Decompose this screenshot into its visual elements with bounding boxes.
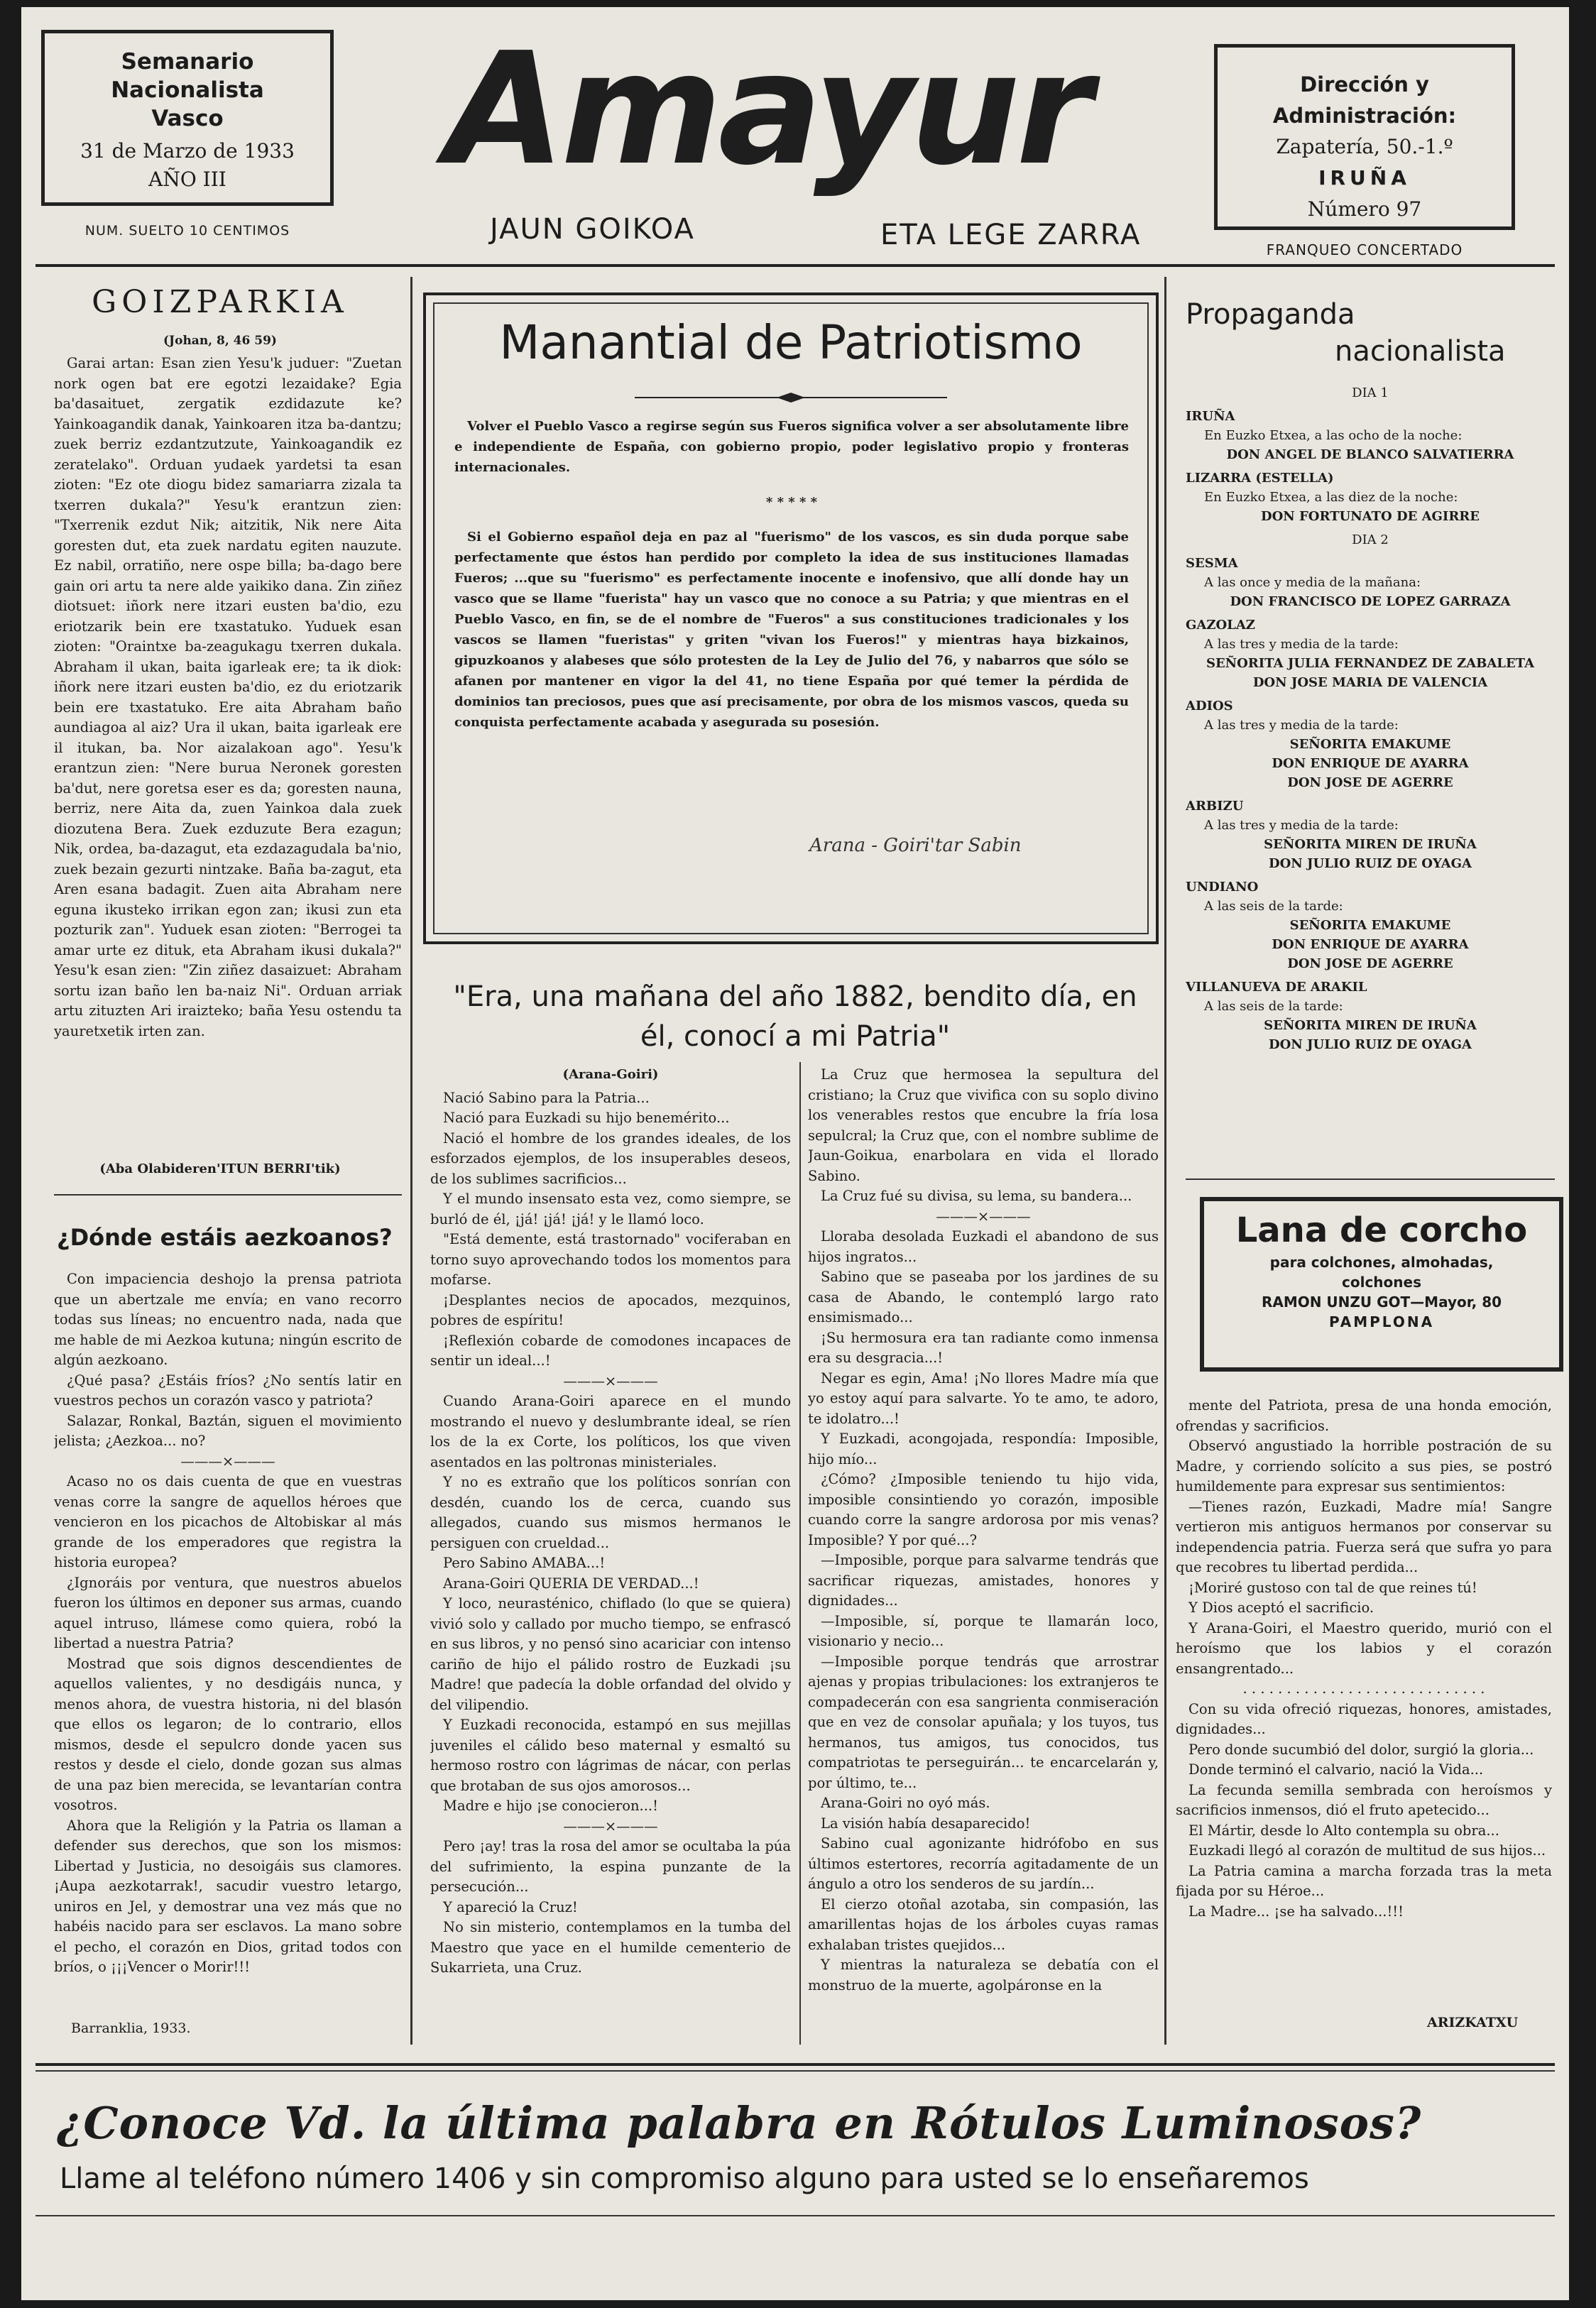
era-paragraph: Euzkadi llegó al corazón de multitud de sus hijos... [1188, 1842, 1546, 1859]
era-separator: ———×——— [563, 1372, 658, 1389]
aezkoanos-p1: Con impaciencia deshojo la prensa patriota que un abertzale me envía; en vano recorro todas sus líneas; no encuentro nada, nada que me hable de mi Aezkoa kutuna; ningún escrito de algún aezkoano. [54, 1271, 402, 1368]
era-byline: (Arana-Goiri) [562, 1067, 659, 1082]
masthead-price: NUM. SUELTO 10 CENTIMOS [84, 223, 290, 239]
manantial-title: Manantial de Patriotismo [499, 315, 1083, 370]
propaganda-time: En Euzko Etxea, a las ocho de la noche: [1204, 428, 1463, 443]
era-paragraph: Y Dios aceptó el sacrificio. [1188, 1599, 1374, 1616]
manantial-stars: * * * * * [765, 495, 818, 510]
era-paragraph: —Imposible porque tendrás que arrostrar ajenas y propias tribulaciones: los extranjeros te compadecerán con esa sangrienta conmiseración que en vez de consolar apuñala; y los tuyos, tus hermanos, tus amigos, tus conocidos, tus compatriotas te perseguirán... te encarcelarán y, por último, te... [808, 1653, 1159, 1791]
propaganda-town: ADIOS [1186, 699, 1233, 713]
era-paragraph: La visión había desaparecido! [821, 1815, 1031, 1832]
era-paragraph: Y Euzkadi reconocida, estampó en sus mejillas juveniles el cálido beso maternal y esmaltó su hermoso rostro con lágrimas de nácar, con perlas que brotaban de sus ojos amorosos... [430, 1717, 791, 1794]
era-paragraph: Arana-Goiri QUERIA DE VERDAD...! [443, 1575, 699, 1592]
era-paragraph: —Imposible, porque para salvarme tendrás que sacrificar riquezas, amistades, honores y dignidades... [808, 1552, 1159, 1609]
goizparkia-signature: (Aba Olabideren'ITUN BERRI'tik) [99, 1161, 341, 1176]
masthead-right-box [1214, 44, 1515, 230]
manantial-p1: Volver el Pueblo Vasco a regirse según sus Fueros significa volver a ser absolutamente libre e independiente de España, con gobierno propio, poder legislativo propio y fronteras internacionales. [454, 419, 1129, 475]
manantial-body [454, 416, 1129, 733]
propaganda-town: IRUÑA [1186, 409, 1235, 424]
era-paragraph: —Imposible, sí, porque te llamarán loco, visionario y necio... [808, 1612, 1159, 1649]
aezkoanos-p5: ¿Ignoráis por ventura, que nuestros abuelos fueron los últimos en deponer sus armas, cuando aquel intruso, llámese como quiera, robó la libertad a nuestra Patria? [54, 1574, 402, 1651]
propaganda-title-2: nacionalista [1335, 335, 1506, 368]
manantial-ornament [635, 390, 947, 405]
era-paragraph: Pero Sabino AMABA...! [443, 1555, 606, 1571]
era-paragraph: Y el mundo insensato esta vez, como siempre, se burló de él, ¡já! ¡já! ¡já! y le llamó loco. [430, 1191, 791, 1227]
masthead-publication-type-2: Vasco [151, 106, 224, 131]
era-paragraph: Y Arana-Goiri, el Maestro querido, murió con el heroísmo que los labios y el corazón ensangrentado... [1176, 1619, 1552, 1677]
propaganda-town: ARBIZU [1186, 799, 1244, 814]
era-paragraph: La Cruz que hermosea la sepultura del cristiano; la Cruz que vivifica con su soplo divino los venerables restos que encubre la fría losa sepulcral; la Cruz que, con el nombre sublime de Jaun-Goikua, enarbolara en vida el llorado Sabino. [808, 1066, 1159, 1184]
era-paragraph: Nació Sabino para la Patria... [443, 1089, 650, 1106]
goizparkia-reference: (Johan, 8, 46 59) [163, 334, 277, 348]
era-paragraph: La Madre... ¡se ha salvado...!!! [1188, 1903, 1404, 1920]
era-paragraph: mente del Patriota, presa de una honda emoción, ofrendas y sacrificios. [1176, 1397, 1552, 1434]
bottom-ad-headline: ¿Conoce Vd. la última palabra en Rótulos Luminosos? [57, 2097, 1422, 2149]
right-divider [1186, 1178, 1555, 1180]
propaganda-list [1186, 383, 1555, 1164]
ad-corcho-line4: PAMPLONA [1328, 1313, 1435, 1330]
propaganda-speaker: SEÑORITA EMAKUME [1289, 737, 1451, 752]
era-paragraph: La Cruz fué su divisa, su lema, su bandera... [821, 1188, 1132, 1204]
aezkoanos-p2: ¿Qué pasa? ¿Estáis fríos? ¿No sentís latir en vuestros pechos un corazón vasco y patriota? [54, 1372, 402, 1409]
era-column-2 [808, 1065, 1159, 2045]
column-rule-center [799, 1062, 801, 2045]
propaganda-time: A las tres y media de la tarde: [1204, 718, 1399, 733]
ad-corcho-line2: colchones [1342, 1274, 1421, 1291]
propaganda-time: A las tres y media de la tarde: [1204, 818, 1399, 833]
era-paragraph: Y apareció la Cruz! [443, 1898, 578, 1915]
aezkoanos-p3: Salazar, Ronkal, Baztán, siguen el movimiento jelista; ¿Aezkoa... no? [54, 1412, 402, 1449]
era-separator: ———×——— [563, 1817, 658, 1834]
era-paragraph: La Patria camina a marcha forzada tras la meta fijada por su Héroe... [1176, 1862, 1552, 1899]
era-paragraph: Y Euzkadi, acongojada, respondía: Imposible, hijo mío... [808, 1431, 1159, 1467]
era-paragraph: ¡Moriré gustoso con tal de que reines tú! [1188, 1579, 1477, 1596]
column-rule-left [410, 277, 412, 2045]
ad-corcho-box [1200, 1197, 1563, 1372]
era-paragraph: Cuando Arana-Goiri aparece en el mundo mostrando el nuevo y deslumbrante ideal, se ríen los de la ex Corte, los políticos, los que viven asentados en las poltronas ministeriales. [430, 1393, 791, 1470]
goizparkia-body [54, 354, 402, 1156]
propaganda-day-2: DIA 2 [1352, 532, 1389, 547]
propaganda-speaker: SEÑORITA MIREN DE IRUÑA [1264, 1018, 1477, 1033]
era-paragraph: Sabino que se paseaba por los jardines de su casa de Abando, le contempló largo rato ensimismado... [808, 1269, 1159, 1325]
ad-corcho-title: Lana de corcho [1235, 1210, 1528, 1250]
era-col3-paragraphs [1176, 1396, 1552, 1922]
era-col2-paragraphs [808, 1065, 1159, 1996]
propaganda-speaker: DON FORTUNATO DE AGIRRE [1261, 509, 1480, 524]
left-divider [54, 1194, 402, 1196]
propaganda-town: GAZOLAZ [1186, 618, 1255, 633]
propaganda-speaker: DON JOSE DE AGERRE [1287, 956, 1453, 971]
masthead-number: Número 97 [1307, 197, 1422, 221]
era-paragraph: Arana-Goiri no oyó más. [821, 1795, 990, 1811]
goizparkia-text: Garai artan: Esan zien Yesu'k juduer: "Zuetan nork ogen bat ere egotzi lezaidake? Egia ba'dasaituet, zergatik ezdidazute ke? Yainkoagandik danak, Yainkoaren itza ba-dantzu; zuek berriz ezdantzutzute, Yainkoagandik ez zeratelako". Orduan yudaek yardetsi ta esan zioten: "Ez ote diogu bidez samariarra zizala ta txerren dukala?" Yesu'k erantzun zien: "Txerrenik ezdut Nik; aitzitik, Nik nere Aita goresten dut, eta zuek nardatu egiten nauzute. Ez nabil, orratiño, nere ospe billa; ba-dago bere gain ori artu ta nere alde yaikiko dana. Zin ziñez diotsuet: iñork nere itzari eusten ba'dio, ezu eriotzarik bein ere txastatuko. Yuduek esan zioten: "Oraintxe ba-zeagukagu txerren dukala. Abraham il ukan, baita igarleak ere; ta ik diok: iñork nere itzari eusten ba'dio, ez du eriotzarik bein ere txastatuko. Ere aita Abraham baño aundiagoa al aiz? Ura il ukan, baita igarleak ere il itukan, ba. Nor aizalakoan ago". Yesu'k erantzun zien: "Nere burua Neronek goresten ba'dut, nere goretsa eser es da; goresten nauna, berriz, nere Aita da, zuen Yainkoa dala zuek diozutena Bera. Zuek ezduzute Bera ezagun; Nik, ordea, ba-dazagut, eta ezdazagudala ba'nio, zuek bezain gezurti nintzake. Baña ba-zagut, eta Aren esana badagit. Zuen aita Abraham nere eguna ikusteko irrikan egon zan; ikusi zun eta pozturik zan". Yuduek esan zioten: "Berrogei ta amar urte ez dituk, eta Abraham ikusi dukala?" Yesu'k esan zien: "Zin ziñez dasaizuet: Abraham sortu izan baño len ba-naiz Ni". Orduan arriak artu zituzten Ari iraizteko; baña Yesu ostendu ta yauretxetik irten zan. [54, 355, 402, 1039]
bottom-rule-top-2 [35, 2070, 1555, 2072]
aezkoanos-p7: Ahora que la Religión y la Patria os llaman a defender sus derechos, que son los mismos: Libertad y Justicia, no desoigáis sus clamores. ¡Aupa aezkotarrak!, sacudir vuestro letargo, uniros en Jel, y demostrar una vez más que no habéis nacido para ser esclavos. La mano sobre el pecho, el corazón en Dios, gritad todos con bríos, o ¡¡¡Vencer o Morir!!! [54, 1817, 402, 1975]
column-rule-right [1164, 277, 1166, 2045]
propaganda-town: VILLANUEVA DE ARAKIL [1186, 980, 1367, 995]
propaganda-speaker: DON JOSE MARIA DE VALENCIA [1252, 675, 1488, 690]
era-paragraph: Y no es extraño que los políticos sonrían con desdén, cuando los de cerca, cuando sus allegados, cuando sus mismos hermanos le persiguen con crueldad... [430, 1474, 791, 1551]
propaganda-town: UNDIANO [1186, 880, 1259, 895]
era-paragraph: ¡Su hermosura era tan radiante como inmensa era su desgracia...! [808, 1329, 1159, 1366]
manantial-box [423, 292, 1159, 944]
era-paragraph: ¡Reflexión cobarde de comodones incapaces de sentir un ideal...! [430, 1332, 791, 1369]
propaganda-speaker: DON JULIO RUIZ DE OYAGA [1268, 1037, 1472, 1052]
propaganda-speaker: SEÑORITA EMAKUME [1289, 918, 1451, 933]
propaganda-town: LIZARRA (ESTELLA) [1186, 471, 1334, 486]
propaganda-time: En Euzko Etxea, a las diez de la noche: [1204, 490, 1458, 505]
propaganda-speaker: DON FRANCISCO DE LOPEZ GARRAZA [1230, 594, 1511, 609]
masthead-year: AÑO III [148, 168, 226, 191]
propaganda-speaker: DON ENRIQUE DE AYARRA [1272, 756, 1469, 771]
masthead-postage: FRANQUEO CONCERTADO [1266, 241, 1463, 258]
era-paragraph: Y loco, neurasténico, chiflado (lo que se quiera) vivió solo y callado por mucho tiempo, se enfrascó en sus libros, y no pensó sino acariciar con intenso cariño de hijo el pálido rostro de Euzkadi ¡su Madre! que padecía la doble orfandad del olvido y del vilipendio. [430, 1595, 791, 1713]
masthead-title: Amayur [445, 20, 1088, 199]
aezkoanos-title: ¿Dónde estáis aezkoanos? [57, 1224, 393, 1251]
aezkoanos-p4: Acaso no os dais cuenta de que en vuestras venas corre la sangre de aquellos héroes que vencieron en los picachos de Altobiskar al más grande de los emperadores que registra la historia europea? [54, 1473, 402, 1570]
era-column-1 [430, 1065, 791, 2045]
propaganda-town: SESMA [1186, 556, 1238, 571]
era-separator: ———×——— [936, 1208, 1031, 1225]
era-paragraph: Nació el hombre de los grandes ideales, de los esforzados ejemplos, de los insuperables deseos, de los sublimes sacrificios... [430, 1130, 791, 1187]
masthead-city: IRUÑA [1318, 166, 1411, 190]
bottom-rule-bottom [35, 2215, 1555, 2216]
propaganda-time: A las seis de la tarde: [1204, 999, 1343, 1014]
era-paragraph: Negar es egin, Ama! ¡No llores Madre mía que yo estoy aquí para salvarte. Yo te amo, te adoro, te idolatro...! [808, 1369, 1159, 1427]
propaganda-speaker: DON ANGEL DE BLANCO SALVATIERRA [1226, 447, 1514, 462]
propaganda-speaker: DON JOSE DE AGERRE [1287, 775, 1453, 790]
era-paragraph: Lloraba desolada Euzkadi el abandono de sus hijos ingratos... [808, 1228, 1159, 1265]
masthead-date: 31 de Marzo de 1933 [80, 139, 295, 163]
era-paragraph: Pero ¡ay! tras la rosa del amor se ocultaba la púa del sufrimiento, la espina punzante de la persecución... [430, 1838, 791, 1895]
era-paragraph: —Tienes razón, Euzkadi, Madre mía! Sangre vertieron mis antiguos hermanos por conservar su independencia patria. Fuerza será que sufra yo para que recobres tu libertad perdida... [1176, 1498, 1552, 1575]
propaganda-day-1: DIA 1 [1352, 385, 1389, 400]
era-paragraph: El cierzo otoñal azotaba, sin compasión, las amarillentas hojas de los árboles cuyas ramas exhalaban tristes quejidos... [808, 1896, 1159, 1953]
era-col1-paragraphs [430, 1088, 791, 1979]
ad-corcho-line1: para colchones, almohadas, [1269, 1254, 1494, 1271]
era-paragraph: Y mientras la naturaleza se debatía con el monstruo de la muerte, agolpáronse en la [808, 1957, 1159, 1993]
era-paragraph: El Mártir, desde lo Alto contempla su obra... [1188, 1822, 1499, 1839]
propaganda-time: A las tres y media de la tarde: [1204, 637, 1399, 652]
masthead-motto-right: ETA LEGE ZARRA [880, 219, 1142, 251]
manantial-signature: Arana - Goiri'tar Sabin [809, 835, 1022, 856]
era-paragraph: Madre e hijo ¡se conocieron...! [443, 1798, 658, 1814]
era-headline: "Era, una mañana del año 1882, bendito día, en él, conocí a mi Patria" [453, 980, 1137, 1053]
ad-corcho-line3: RAMON UNZU GOT—Mayor, 80 [1261, 1294, 1502, 1311]
masthead-left-box [41, 30, 334, 206]
era-paragraph: Pero donde sucumbió del dolor, surgió la gloria... [1188, 1741, 1534, 1758]
era-paragraph: Nació para Euzkadi su hijo benemérito... [443, 1110, 730, 1126]
era-paragraph: "Está demente, está trastornado" vociferaban en torno suyo aprovechando todos los momentos para mofarse. [430, 1231, 791, 1288]
era-separator: . . . . . . . . . . . . . . . . . . . . . . . . . . . . [1242, 1680, 1485, 1697]
masthead-address: Zapatería, 50.-1.º [1276, 135, 1453, 158]
propaganda-title-1: Propaganda [1186, 298, 1355, 331]
newspaper-page [21, 7, 1569, 2300]
era-paragraph: ¿Cómo? ¿Imposible teniendo tu hijo vida, imposible consintiendo yo corazón, imposible cuando corre la sangre ardorosa por mis venas? Imposible? Y por qué...? [808, 1471, 1159, 1548]
era-paragraph: Donde terminó el calvario, nació la Vida... [1188, 1761, 1484, 1778]
goizparkia-title: GOIZPARKIA [92, 284, 349, 320]
aezkoanos-separator: ———×——— [180, 1453, 275, 1470]
era-paragraph: La fecunda semilla sembrada con heroísmos y sacrificios inmensos, dió el fruto apetecido... [1176, 1781, 1552, 1818]
era-paragraph: Sabino cual agonizante hidrófobo en sus últimos estertores, recorría agitadamente de un ángulo a otro los senderos de su jardín... [808, 1835, 1159, 1892]
era-paragraph: Observó angustiado la horrible postración de su Madre, y corriendo solícito a sus pies, se postró humildemente para expresar sus sentimientos: [1176, 1438, 1552, 1494]
aezkoanos-signature: Barranklia, 1933. [71, 2020, 191, 2036]
era-paragraph: No sin misterio, contemplamos en la tumba del Maestro que yace en el humilde cementerio de Sukarrieta, una Cruz. [430, 1919, 791, 1976]
propaganda-speaker: SEÑORITA MIREN DE IRUÑA [1264, 837, 1477, 852]
aezkoanos-p6: Mostrad que sois dignos descendientes de aquellos valientes, y no desdigáis nunca, y menos ahora, de vuestra historia, ni del blasón que ellos os legaron; de lo contrario, ellos mismos, desde el sepulcro donde yacen sus restos y desde el cielo, donde gozan sus almas de una paz bien merecida, se levantarían contra vosotros. [54, 1655, 402, 1813]
aezkoanos-body [54, 1269, 402, 2001]
era-paragraph: ¡Desplantes necios de apocados, mezquinos, pobres de espíritu! [430, 1291, 791, 1328]
propaganda-speaker: DON JULIO RUIZ DE OYAGA [1268, 856, 1472, 871]
masthead-divider [35, 264, 1555, 267]
manantial-p2: Si el Gobierno español deja en paz al "fuerismo" de los vascos, es sin duda porque sabe perfectamente que éstos han perdido por completo la idea de sus instituciones llamadas Fueros; ...que su "fuerismo" es perfectamente inocente e inofensivo, que allí donde hay un vasco que se llame "fuerista" hay un vasco que no conoce a su Patria; y que mientras en el Pueblo Vasco, en fin, se de el nombre de "Fueros" a sus constituciones tradicionales y los vascos se llamen "fueristas" y griten "vivan los Fueros!" y mientras haya bizkainos, gipuzkoanos y alabeses que sólo protesten de la Ley de Julio del 76, y nabarros que sólo se afanen por mantener en vigor la del 41, no tiene España por qué temer la pérdida de dominios tan preciosos, pues que así precisamente, por obra de los mismos vascos, queda su conquista perfectamente acabada y asegurada su posesión. [454, 530, 1129, 730]
bottom-rule-top [35, 2063, 1555, 2066]
masthead-motto-left: JAUN GOIKOA [490, 213, 695, 246]
masthead-publication-type: Semanario Nacionalista [111, 49, 264, 103]
propaganda-speaker: SEÑORITA JULIA FERNANDEZ DE ZABALETA [1206, 656, 1535, 671]
era-column-3 [1176, 1396, 1552, 2006]
era-paragraph: Con su vida ofreció riquezas, honores, amistades, dignidades... [1176, 1700, 1552, 1737]
propaganda-time: A las once y media de la mañana: [1204, 575, 1421, 590]
propaganda-speaker: DON ENRIQUE DE AYARRA [1272, 937, 1469, 952]
propaganda-time: A las seis de la tarde: [1204, 899, 1343, 914]
era-signature: ARIZKATXU [1427, 2015, 1519, 2030]
masthead-administration: Dirección y Administración: [1272, 72, 1457, 128]
bottom-ad-subline: Llame al teléfono número 1406 y sin compromiso alguno para usted se lo enseñaremos [60, 2162, 1309, 2195]
